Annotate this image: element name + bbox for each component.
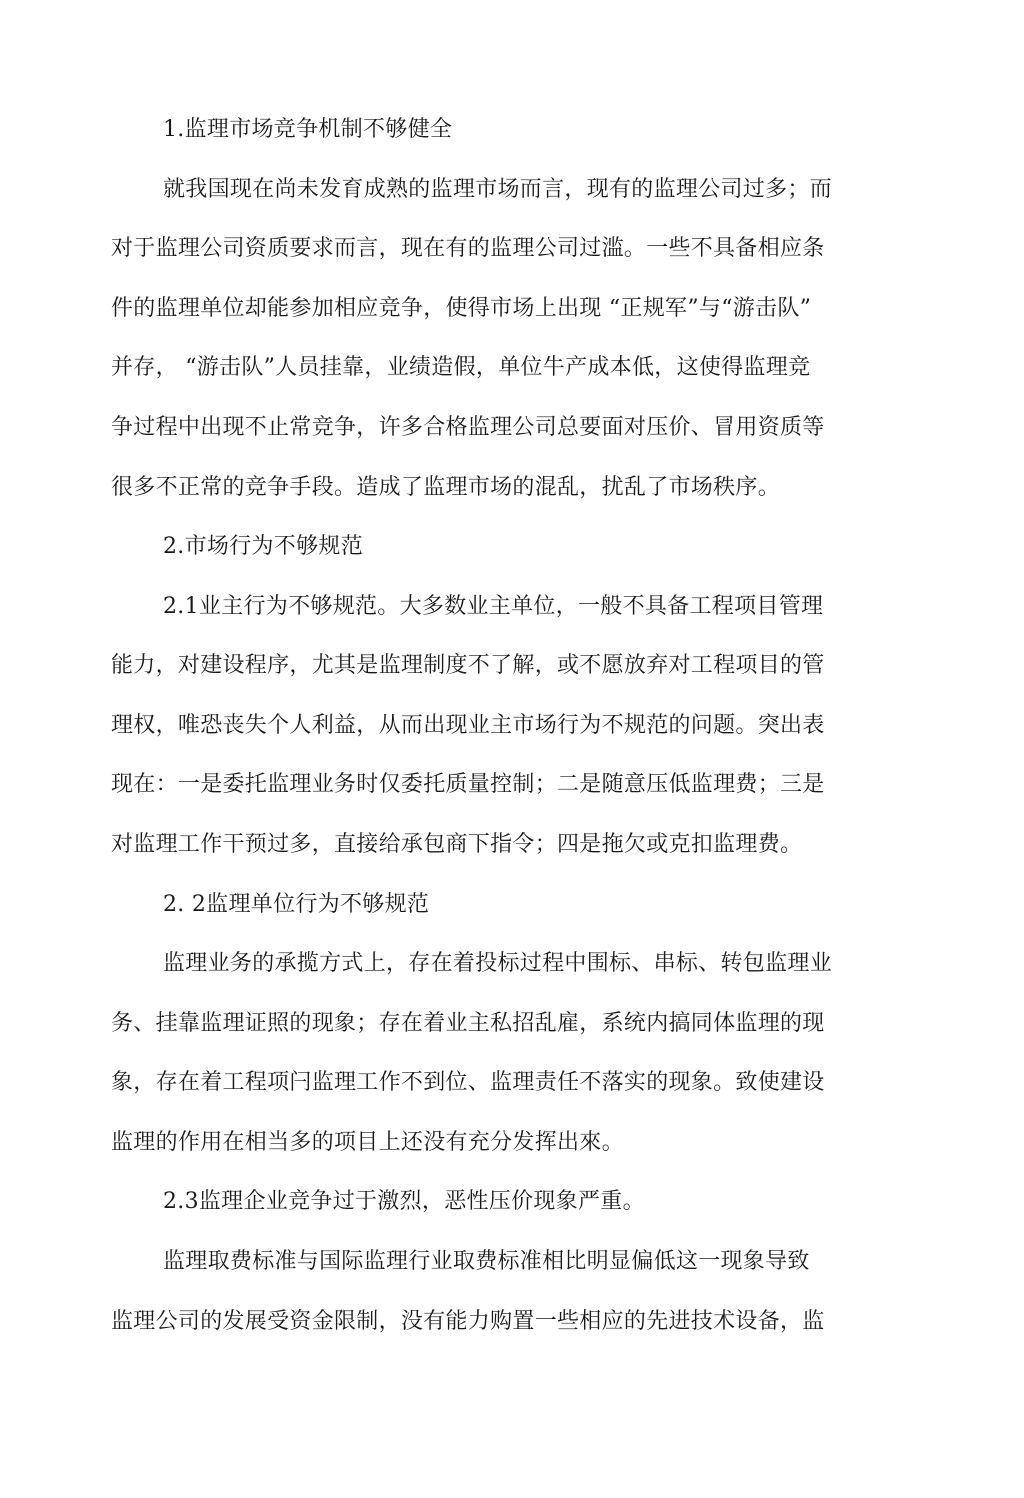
section-heading-1: 1.监理市场竞争机制不够健全 xyxy=(163,117,453,142)
paragraph-line: 2.1业主行为不够规范。大多数业主单位，一般不具备工程项目管理 xyxy=(163,594,824,619)
paragraph-line: 监理公司的发展受资金限制，没有能力购置一些相应的先进技术设备，监 xyxy=(111,1309,825,1334)
paragraph-line: 现在：一是委托监理业务时仅委托质量控制；二是随意压低监理费；三是 xyxy=(111,772,825,797)
paragraph-line: 能力，对建设程序，尤其是监理制度不了解，或不愿放弃对工程项目的管 xyxy=(111,653,825,678)
paragraph-line: 对监理工作干预过多，直接给承包商下指令；四是拖欠或克扣监理费。 xyxy=(111,832,803,857)
subsection-heading: 2. 2监理单位行为不够规范 xyxy=(163,892,430,917)
paragraph-line: 象，存在着工程项闩监理工作不到位、监理责任不落实的现象。致使建设 xyxy=(111,1070,825,1095)
paragraph-line: 就我国现在尚未发育成熟的监理市场而言，现有的监理公司过多；而 xyxy=(163,177,833,202)
paragraph-line: 监理取费标准与国际监理行业取费标准相比明显偏低这一现象导致 xyxy=(163,1249,810,1274)
paragraph-line: 监理业务的承揽方式上，存在着投标过程中围标、串标、转包监理业 xyxy=(163,951,833,976)
paragraph-line: 理权，唯恐丧失个人利益，从而出现业主市场行为不规范的问题。突出表 xyxy=(111,713,825,738)
paragraph-line: 并存， “游击队”人员挂靠，业绩造假，单位牛产成本低，这使得监理竞 xyxy=(111,355,811,380)
paragraph-line: 很多不正常的竞争手段。造成了监理市场的混乱，扰乱了市场秩序。 xyxy=(111,475,781,500)
paragraph-line: 务、挂靠监理证照的现象；存在着业主私招乱雇，系统内搞同体监理的现 xyxy=(111,1011,825,1036)
section-heading-2: 2.市场行为不够规范 xyxy=(163,534,363,559)
paragraph-line: 监理的作用在相当多的项目上还没有充分发挥出來。 xyxy=(111,1130,624,1155)
subsection-heading: 2.3监理企业竞争过于激烈，恶性压价现象严重。 xyxy=(163,1189,645,1214)
paragraph-line: 争过程中出现不止常竞争，许多合格监理公司总要面对压价、冒用资质等 xyxy=(111,415,825,440)
paragraph-line: 对于监理公司资质要求而言，现在有的监理公司过滥。一些不具备相应条 xyxy=(111,236,825,261)
paragraph-line: 件的监理单位却能参加相应竞争，使得市场上出现 “正规军”与“游击队” xyxy=(111,296,812,321)
